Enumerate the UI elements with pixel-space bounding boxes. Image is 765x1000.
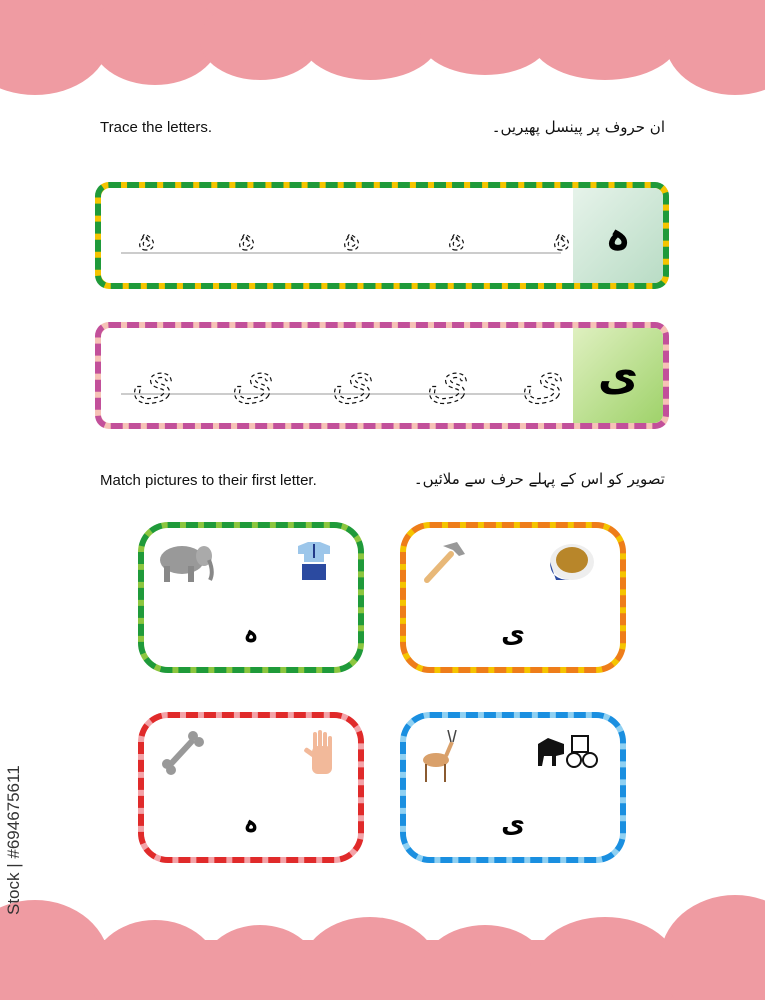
model-letter: ہ xyxy=(573,188,663,283)
dashed-trace-letter: ی xyxy=(521,345,565,410)
elephant-icon[interactable] xyxy=(154,540,216,586)
hammer-icon[interactable] xyxy=(421,540,467,586)
dashed-trace-letter: ہ xyxy=(236,218,258,259)
horse-carriage-icon[interactable] xyxy=(536,730,600,770)
trace-instruction-en: Trace the letters. xyxy=(100,119,212,136)
dashed-trace-letter: ہ xyxy=(446,218,468,259)
match-instruction-en: Match pictures to their first letter. xyxy=(100,472,317,489)
dashed-trace-letter: ی xyxy=(131,345,175,410)
card-letter: ہ xyxy=(243,809,259,839)
card-letter: ہ xyxy=(243,619,259,649)
hand-icon[interactable] xyxy=(304,730,338,778)
gazelle-icon[interactable] xyxy=(418,730,458,786)
card-letter: ی xyxy=(501,809,525,839)
dashed-trace-letter: ہ xyxy=(136,218,158,259)
soup-bowl-icon[interactable] xyxy=(546,540,596,584)
dashed-trace-letter: ی xyxy=(331,345,375,410)
card-letter: ی xyxy=(501,619,525,649)
match-card-4[interactable] xyxy=(400,712,626,863)
stock-credit: Stock | #694675611 xyxy=(4,765,23,915)
trace-row-1 xyxy=(95,182,669,289)
dashed-trace-letter: ی xyxy=(426,345,470,410)
dashed-trace-letter: ہ xyxy=(341,218,363,259)
trace-row-2 xyxy=(95,322,669,429)
bottom-cloud-border xyxy=(0,895,765,1000)
dashed-trace-letter: ی xyxy=(231,345,275,410)
top-cloud-border xyxy=(0,0,765,100)
bone-icon[interactable] xyxy=(159,730,205,776)
model-letter: ی xyxy=(573,328,663,423)
match-instruction-ur: تصویر کو اس کے پہلے حرف سے ملائیں۔ xyxy=(413,470,665,488)
match-card-1[interactable] xyxy=(138,522,364,673)
trace-instruction-ur: ان حروف پر پینسل پھیریں۔ xyxy=(491,118,665,136)
match-card-3[interactable] xyxy=(138,712,364,863)
uniform-icon[interactable] xyxy=(294,540,334,584)
dashed-trace-letter: ہ xyxy=(551,218,573,259)
match-card-2[interactable] xyxy=(400,522,626,673)
